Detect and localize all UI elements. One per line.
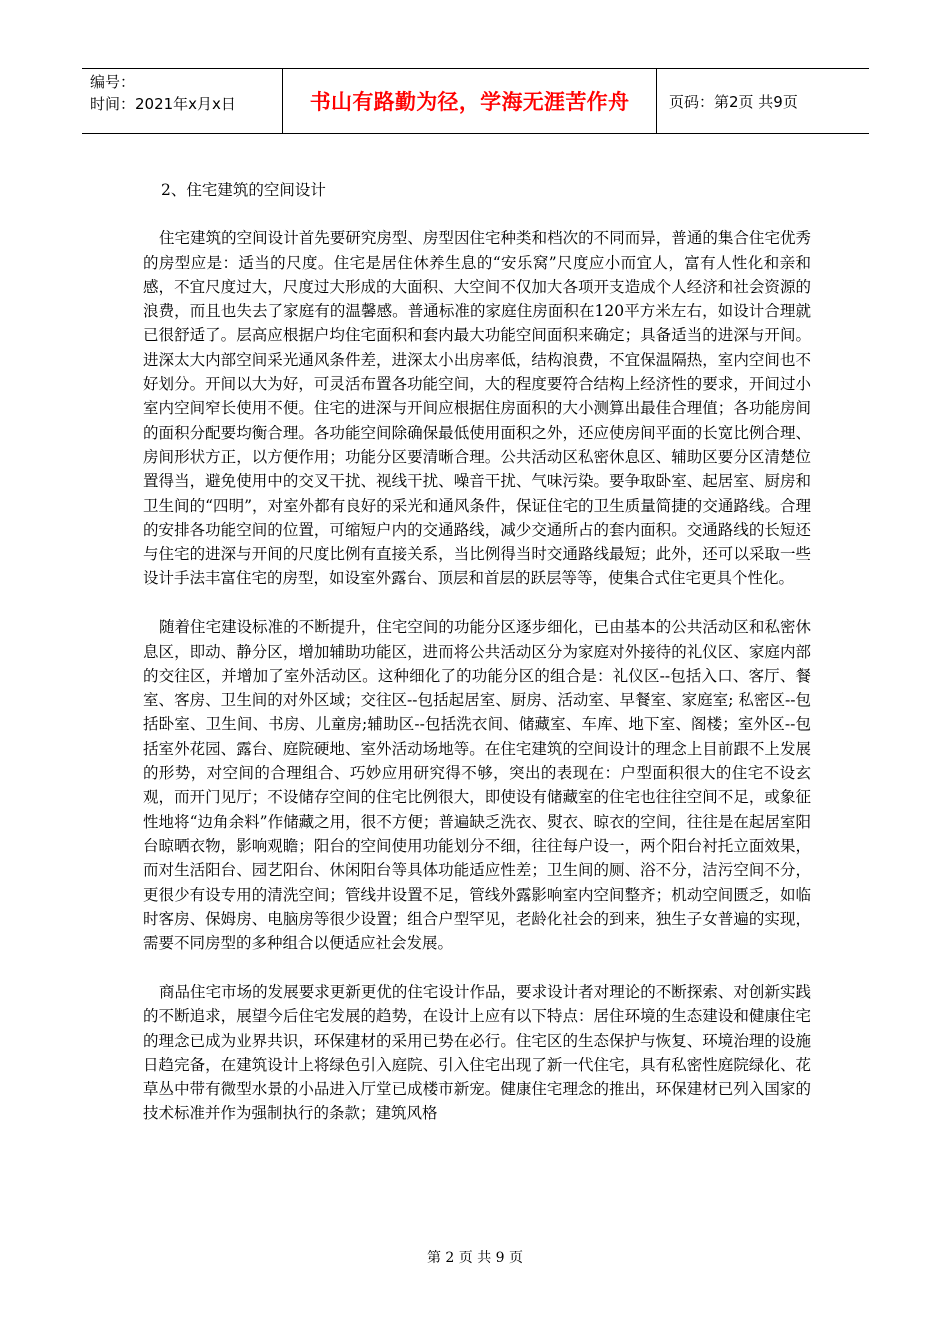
paragraph-3: 商品住宅市场的发展要求更新更优的住宅设计作品，要求设计者对理论的不断探索、对创新实践的不断追求，展望今后住宅发展的趋势，在设计上应有以下特点：居住环境的生态建设和健康住宅的理念已成为业界共识，环保建材的采用已势在必行。住宅区的生态保护与恢复、环境治理的设施日趋完备，在建筑设计上将绿色引入庭院、引入住宅出现了新一代住宅，具有私密性庭院绿化、花草丛中带有微型水景的小品进入厅堂已成楼市新宠。健康住宅理念的推出，环保建材已列入国家的技术标准并作为强制执行的条款；建筑风格	[143, 982, 811, 1123]
paragraph-1: 住宅建筑的空间设计首先要研究房型、房型因住宅种类和档次的不同而异，普通的集合住宅优秀的房型应是：适当的尺度。住宅是居住休养生息的“安乐窝”尺度应小而宜人，富有人性化和亲和感，不宜尺度过大，尺度过大形成的大面积、大空间不仅加大各项开支造成个人经济和社会资源的浪费，而且也失去了家庭有的温馨感。普通标准的家庭住房面积在120平方米左右，如设计合理就已很舒适了。层高应根据户均住宅面积和套内最大功能空间面积来确定；具备适当的进深与开间。进深太大内部空间采光通风条件差，进深太小出房率低，结构浪费，不宜保温隔热，室内空间也不好划分。开间以大为好，可灵活布置各功能空间，大的程度要符合结构上经济性的要求，开间过小室内空间窄长使用不便。住宅的进深与开间应根据住房面积的大小测算出最佳合理值；各功能房间的面积分配要均衡合理。各功能空间除确保最低使用面积之外，还应使房间平面的长宽比例合理、房间形状方正，以方便作用；功能分区要清晰合理。公共活动区私密休息区、辅助区要分区清楚位置得当，避免使用中的交叉干扰、视线干扰、噪音干扰、气味污染。要争取卧室、起居室、厨房和卫生间的“四明”，对室外都有良好的采光和通风条件，保证住宅的卫生质量简捷的交通路线。合理的安排各功能空间的位置，可缩短户内的交通路线，减少交通所占的套内面积。交通路线的长短还与住宅的进深与开间的尺度比例有直接关系，当比例得当时交通路线最短；此外，还可以采取一些设计手法丰富住宅的房型，如设室外露台、顶层和首层的跃层等等，使集合式住宅更具个性化。	[143, 229, 811, 588]
document-number-label: 编号：	[90, 73, 136, 91]
page-footer: 第 2 页 共 9 页	[426, 1250, 524, 1266]
document-time-label: 时间：2021年x月x日	[90, 95, 236, 113]
section-heading: 2、住宅建筑的空间设计	[161, 181, 326, 199]
header-motto: 书山有路勤为径，学海无涯苦作舟	[309, 90, 630, 114]
document-body	[143, 178, 811, 1150]
header-left-cell	[82, 69, 282, 133]
header-table	[82, 68, 869, 134]
header-motto-cell	[282, 69, 657, 133]
paragraph-2: 随着住宅建设标准的不断提升，住宅空间的功能分区逐步细化，已由基本的公共活动区和私密休息区，即动、静分区，增加辅助功能区，进而将公共活动区分为家庭对外接待的礼仪区、家庭内部的交往区，并增加了室外活动区。这种细化了的功能分区的组合是：礼仪区--包括入口、客厅、餐室、客房、卫生间的对外区域；交往区--包括起居室、厨房、活动室、早餐室、家庭室; 私密区--包括卧室、卫生间、书房、儿童房;辅助区--包括洗衣间、储藏室、车库、地下室、阁楼；室外区--包括室外花园、露台、庭院硬地、室外活动场地等。在住宅建筑的空间设计的理念上目前跟不上发展的形势，对空间的合理组合、巧妙应用研究得不够，突出的表现在：户型面积很大的住宅不设玄观，而开门见厅；不设储存空间的住宅比例很大，即使设有储藏室的住宅也往往空间不足，或象征性地将“边角余料”作储藏之用，很不方便；普遍缺乏洗衣、熨衣、晾衣的空间，往往是在起居室阳台晾晒衣物，影响观瞻；阳台的空间使用功能划分不细，往往每户设一，两个阳台衬托立面效果，而对生活阳台、园艺阳台、休闲阳台等具体功能适应性差；卫生间的厕、浴不分，洁污空间不分，更很少有设专用的清洗空间；管线井设置不足，管线外露影响室内空间整齐；机动空间匮乏，如临时客房、保姆房、电脑房等很少设置；组合户型罕见，老龄化社会的到来，独生子女普遍的实现，需要不同房型的多种组合以便适应社会发展。	[143, 618, 811, 953]
header-page-info: 页码：第2页 共9页	[669, 92, 798, 111]
